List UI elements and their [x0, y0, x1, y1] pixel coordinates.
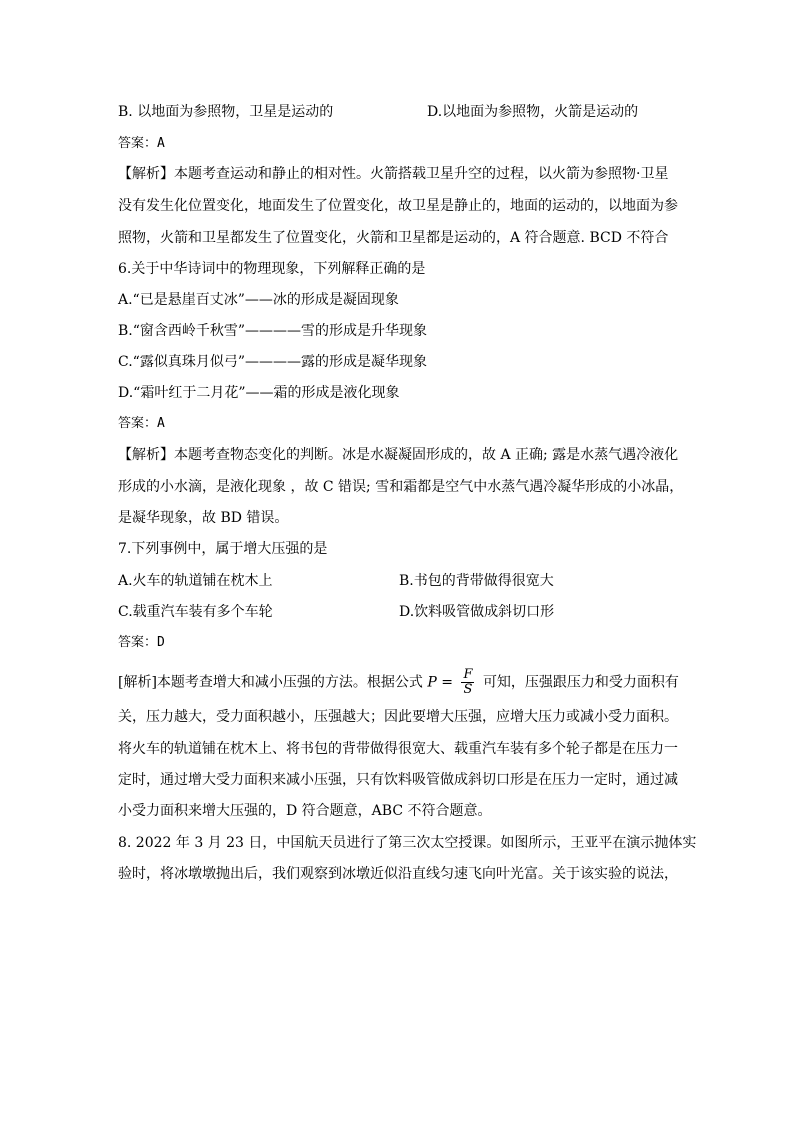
- question-8-line1: 8. 2022 年 3 月 23 日，中国航天员进行了第三次太空授课。如图所示，王亚平在演示抛体实: [118, 835, 697, 851]
- option-b-q5: B. 以地面为参照物，卫星是运动的: [118, 104, 334, 120]
- analysis-q7-line3: 将火车的轨道铺在枕木上、将书包的背带做得很宽大、载重汽车装有多个轮子都是在压力一: [118, 741, 678, 757]
- option-c-q7: C.载重汽车装有多个车轮: [118, 604, 273, 620]
- analysis-q6-line1: 【解析】本题考查物态变化的判断。冰是水凝凝固形成的，故 A 正确; 露是水蒸气遇冷液化: [118, 447, 679, 463]
- option-a-q6: A.“已是悬崖百丈冰”——冰的形成是凝固现象: [118, 292, 399, 308]
- analysis-q5-line2: 没有发生化位置变化，地面发生了位置变化，故卫星是静止的，地面的运动的，以地面为参: [118, 198, 678, 214]
- analysis-q7-line5: 小受力面积来增大压强的，D 符合题意，ABC 不符合题意。: [118, 803, 492, 819]
- analysis-q7-line1: [118, 668, 679, 697]
- analysis-q6-line3: 是凝华现象，故 BD 错误。: [118, 510, 289, 526]
- option-a-q7: A.火车的轨道铺在枕木上: [118, 573, 273, 589]
- analysis-q6-line2: 形成的小水滴，是液化现象 ，故 C 错误; 雪和霜都是空气中水蒸气遇冷凝华形成的小冰晶，: [118, 479, 684, 495]
- option-c-q6: C.“露似真珠月似弓”————露的形成是凝华现象: [118, 354, 427, 370]
- formula-fraction: [461, 668, 474, 697]
- analysis-q7-after-formula: 可知，压强跟压力和受力面积有: [482, 674, 679, 691]
- question-6: 6.关于中华诗词中的物理现象，下列解释正确的是: [118, 261, 426, 277]
- answer-q6: 答案：A: [118, 416, 165, 431]
- question-7: 7.下列事例中，属于增大压强的是: [118, 541, 328, 557]
- option-d-q7: D.饮料吸管做成斜切口形: [399, 604, 555, 620]
- option-d-q6: D.“霜叶红于二月花”——霜的形成是液化现象: [118, 385, 400, 401]
- option-b-q6: B.“窗含西岭千秋雪”————雪的形成是升华现象: [118, 323, 428, 339]
- analysis-q7-intro: [解析]本题考查增大和减小压强的方法。根据公式: [118, 674, 423, 691]
- formula-denominator: S: [463, 682, 473, 697]
- formula-equals: =: [436, 674, 458, 691]
- formula-numerator: F: [463, 667, 473, 682]
- question-8-line2: 验时，将冰墩墩抛出后，我们观察到冰墩近似沿直线匀速飞向叶光富。关于该实验的说法，: [118, 866, 678, 882]
- option-d-q5: D.以地面为参照物，火箭是运动的: [427, 104, 639, 120]
- answer-q5: 答案：A: [118, 136, 165, 151]
- formula-pressure-symbol: P: [427, 674, 437, 691]
- answer-q7: 答案：D: [118, 635, 165, 650]
- analysis-q7-line2: 关，压力越大，受力面积越小，压强越大；因此要增大压强，应增大压力或减小受力面积。: [118, 709, 678, 725]
- analysis-q7-line4: 定时，通过增大受力面积来减小压强，只有饮料吸管做成斜切口形是在压力一定时，通过减: [118, 772, 678, 788]
- analysis-q5-line1: 【解析】本题考查运动和静止的相对性。火箭搭载卫星升空的过程，以火箭为参照物·卫星: [118, 166, 669, 182]
- option-b-q7: B.书包的背带做得很宽大: [399, 573, 554, 589]
- analysis-q5-line3: 照物，火箭和卫星都发生了位置变化，火箭和卫星都是运动的，A 符合题意. BCD 不符合: [118, 230, 669, 246]
